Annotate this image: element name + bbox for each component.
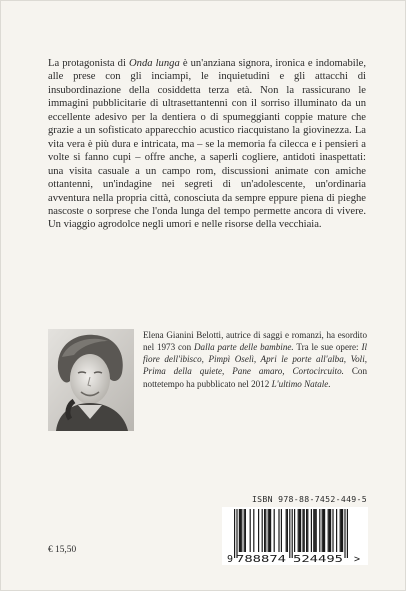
barcode-bar xyxy=(239,509,240,552)
barcode-bar xyxy=(268,509,269,552)
barcode-bar xyxy=(299,509,300,552)
barcode-right-digits: 524495 xyxy=(293,554,343,565)
barcode-left-digits: 788874 xyxy=(236,554,286,565)
barcode-bar xyxy=(316,509,317,552)
isbn-label: ISBN 978-88-7452-449-5 xyxy=(251,494,367,504)
barcode-bar xyxy=(269,509,270,552)
barcode-bar xyxy=(253,509,254,552)
barcode-bar xyxy=(292,509,293,558)
barcode-bar xyxy=(336,509,337,552)
barcode-bar xyxy=(236,509,237,558)
barcode-bar xyxy=(307,509,308,552)
author-bio xyxy=(143,329,367,390)
barcode-bar xyxy=(347,509,348,558)
barcode-bar xyxy=(344,509,345,558)
barcode-bar xyxy=(342,509,343,552)
barcode-bar xyxy=(281,509,282,552)
blurb-text-start: La protagonista di xyxy=(48,58,129,69)
barcode-bar xyxy=(314,509,315,552)
debut-title: Dalla parte delle bambine. xyxy=(193,342,294,353)
bio-text-start: Elena Gianini Belotti, autrice di saggi e romanzi, ha esordito nel 1973 con xyxy=(143,330,367,353)
bio-text-works-intro: Tra le sue opere: xyxy=(293,342,362,353)
blurb-text-body: è un'anziana signora, ironica e indomabile, alle prese con gli inciampi, le inquietudini e gli attacchi di insubordinazione della cosiddetta terza età. Non la rassicurano le immagini pubblicitarie di ultrasettantenni con il sorriso illuminato da un eccellente adesivo per la dentiera o di spumeggianti coppie mature che grazie a un sofisticato apparecchio acustico riacquistano la giovinezza. La vita vera è più dura e intricata, ma – se la memoria fa cilecca e i pensieri a volte si fanno cupi – offre anche, a saperli cogliere, antidoti inaspettati: una visita casuale a un campo rom, discussioni animate con amiche ottantenni, un'indagine nei segreti di un'adolescente, un'ordinaria avventura nella propria città, conosciuta da sempre eppure piena di pieghe nascoste o sorprese che l'onda lunga del tempo permette ancora di vivere. Un viaggio agrodolce negli umori e nelle risorse della vecchiaia. xyxy=(48,58,366,231)
barcode-bar xyxy=(286,509,287,552)
barcode xyxy=(222,507,368,565)
author-portrait-icon xyxy=(48,329,134,431)
barcode-bar xyxy=(240,509,241,552)
barcode-bar xyxy=(278,509,279,552)
barcode-bar xyxy=(330,509,331,552)
barcode-first-digit: 9 xyxy=(227,554,234,565)
barcode-bar xyxy=(274,509,275,552)
barcode-bar xyxy=(323,509,324,552)
barcode-bar xyxy=(304,509,305,552)
book-blurb xyxy=(48,57,366,232)
barcode-bar xyxy=(262,509,263,552)
barcode-bar xyxy=(241,509,242,552)
book-title: Onda lunga xyxy=(129,58,180,69)
barcode-bar xyxy=(298,509,299,552)
barcode-bar xyxy=(322,509,323,552)
barcode-bar xyxy=(332,509,333,552)
barcode-bar xyxy=(329,509,330,552)
barcode-icon xyxy=(222,507,368,565)
barcode-bar xyxy=(287,509,288,552)
barcode-bar xyxy=(270,509,271,552)
author-photo xyxy=(48,329,134,431)
barcode-bar xyxy=(328,509,329,552)
barcode-bar xyxy=(265,509,266,552)
barcode-bar xyxy=(250,509,251,552)
barcode-bar xyxy=(324,509,325,552)
barcode-bar xyxy=(340,509,341,552)
barcode-bar xyxy=(244,509,245,552)
latest-title: L'ultimo Natale. xyxy=(271,378,331,389)
barcode-bar xyxy=(294,509,295,552)
barcode-bar xyxy=(245,509,246,552)
barcode-bar xyxy=(302,509,303,552)
barcode-quiet-zone-marker: > xyxy=(354,554,361,565)
barcode-bar xyxy=(311,509,312,552)
barcode-bar xyxy=(258,509,259,552)
barcode-bar xyxy=(264,509,265,552)
barcode-bar xyxy=(300,509,301,552)
bio-text-publisher: Con nottetempo ha pubblicato nel 2012 xyxy=(143,366,368,389)
works-list: Il fiore dell'ibisco, Pimpì Oselì, Apri le porte all'alba, Voli, Prima della quiete, Pane amaro, Cortocircuito. xyxy=(143,342,367,377)
barcode-bar xyxy=(306,509,307,552)
barcode-bar xyxy=(289,509,290,558)
barcode-bar xyxy=(313,509,314,552)
barcode-bar xyxy=(234,509,235,558)
barcode-bar xyxy=(341,509,342,552)
price: € 15,50 xyxy=(48,545,77,555)
barcode-bar xyxy=(319,509,320,552)
